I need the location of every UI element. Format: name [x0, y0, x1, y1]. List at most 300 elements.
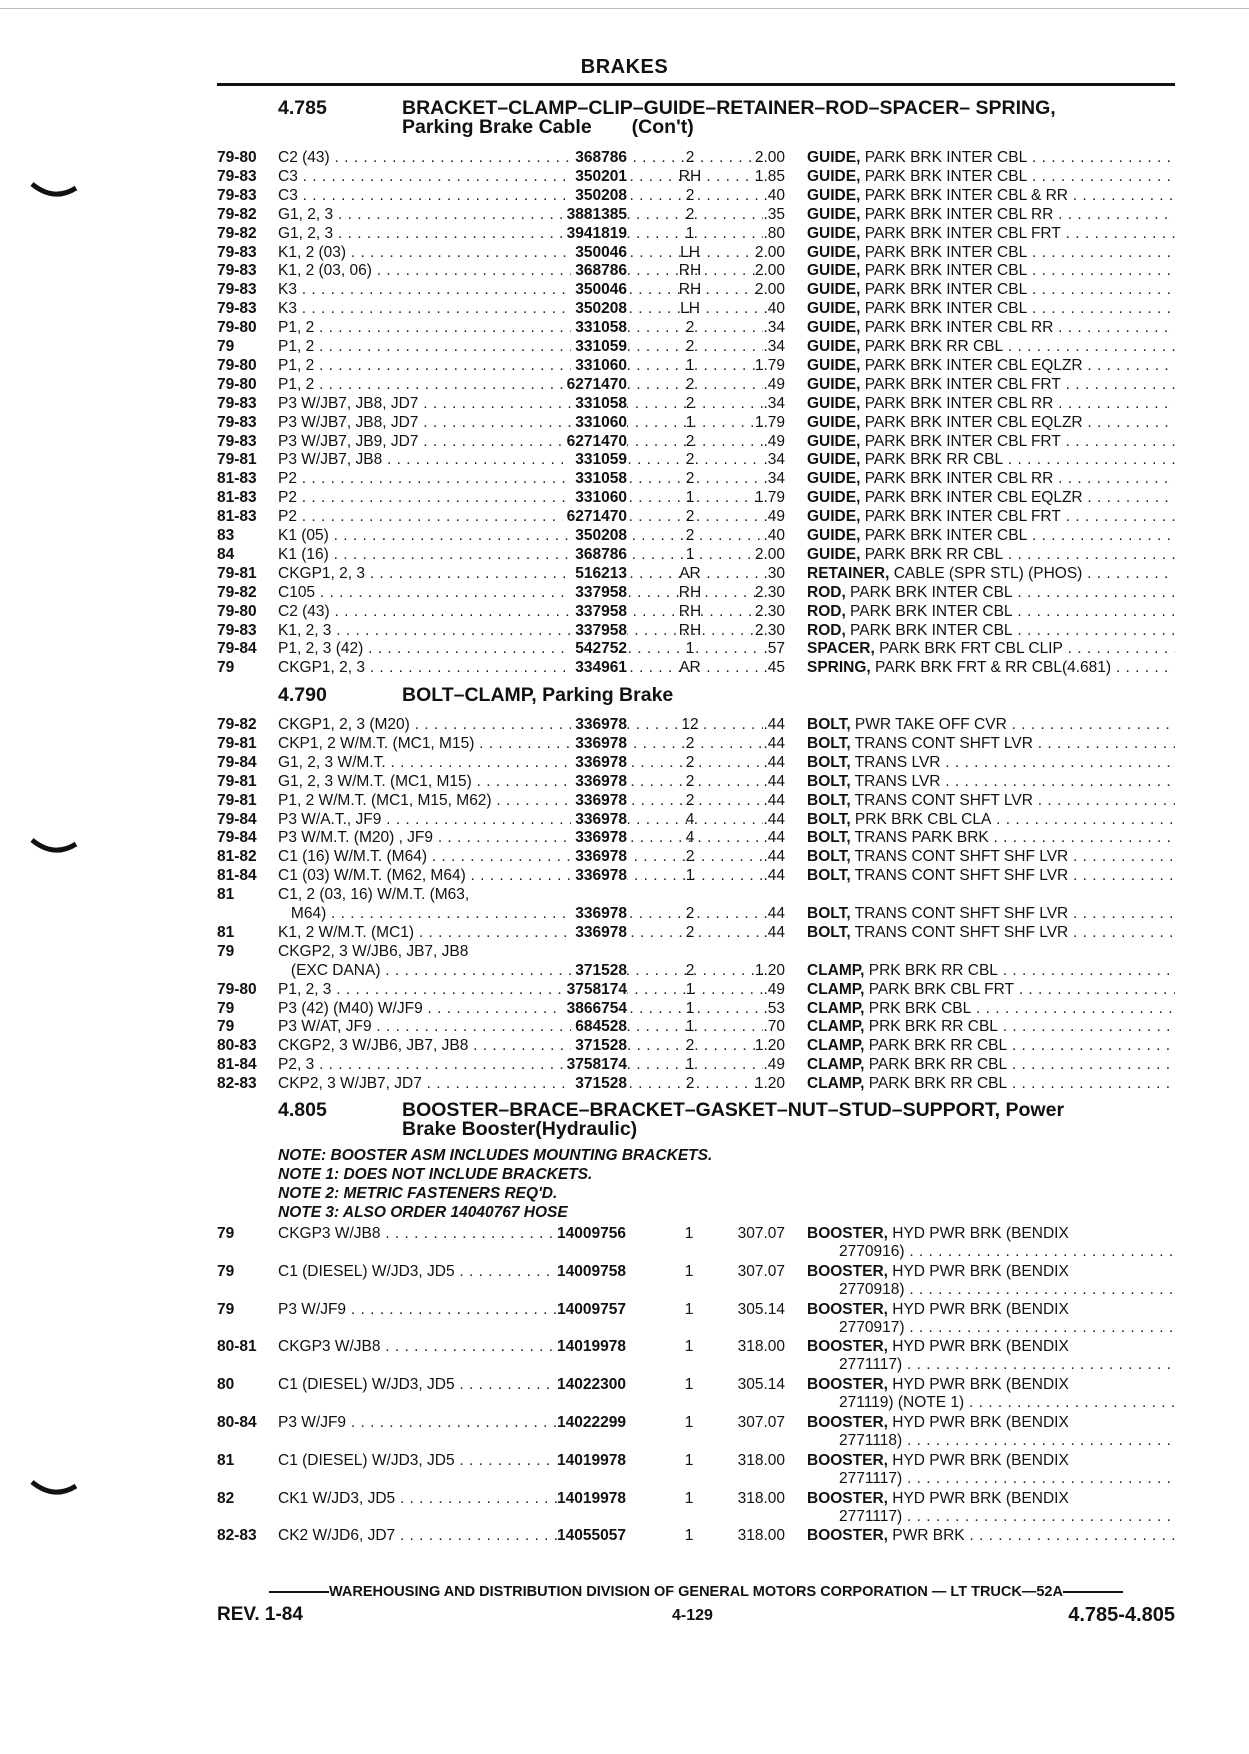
- model-year: 81-83: [217, 489, 257, 507]
- description: [807, 810, 1175, 829]
- part-number: 368786: [571, 545, 627, 564]
- part-number: 336978: [571, 791, 627, 810]
- part-number: 336978: [571, 904, 627, 923]
- description-keyword: ROD,: [807, 621, 846, 639]
- part-number: 336978: [571, 715, 627, 734]
- quantity: 1: [684, 1376, 694, 1394]
- description-keyword: GUIDE,: [807, 224, 861, 242]
- description: [807, 261, 1175, 280]
- price: .70: [763, 1018, 785, 1036]
- model-year: 79: [217, 1018, 235, 1036]
- model-year: 79: [217, 999, 235, 1017]
- section-title: BRACKET–CLAMP–CLIP–GUIDE–RETAINER–ROD–SPACER– SPRING, Parking Brake Cable (Con't): [402, 97, 1056, 138]
- table-row: [217, 205, 1175, 224]
- description: [807, 980, 1175, 999]
- description: [807, 356, 1175, 375]
- quantity: 1: [685, 640, 695, 658]
- price: .80: [763, 224, 785, 242]
- description: [807, 1036, 1175, 1055]
- part-number: 350046: [571, 243, 627, 262]
- price: .49: [763, 1056, 785, 1074]
- quantity: 2: [685, 848, 695, 866]
- description: [807, 186, 1175, 205]
- description-text: PRK BRK CBL: [864, 999, 972, 1017]
- description-keyword: BOLT,: [807, 810, 851, 828]
- model-year: 79: [217, 942, 235, 960]
- price: .34: [763, 338, 785, 355]
- description: [807, 450, 1175, 469]
- section-range: 4.785-4.805: [1068, 1604, 1175, 1626]
- part-number: 14022300: [557, 1376, 626, 1394]
- model-year: 79-83: [217, 281, 257, 299]
- model-application: G1, 2, 3 . . .: [278, 205, 763, 224]
- price: .44: [763, 829, 785, 847]
- description-keyword: CLAMP,: [807, 1018, 865, 1036]
- model-application: P3 W/JB7, JB8 . . .: [278, 450, 763, 469]
- table-row: [217, 375, 1175, 394]
- description-keyword: BOOSTER,: [807, 1262, 888, 1280]
- model-application: P2 . . .: [278, 488, 763, 507]
- part-number: 14055057: [557, 1527, 626, 1545]
- part-number: 516213: [571, 564, 627, 583]
- part-number: 337958: [571, 602, 627, 621]
- quantity: 1: [684, 1489, 694, 1507]
- part-number: 14022299: [557, 1414, 626, 1431]
- part-number: 6271470: [563, 432, 627, 451]
- model-year: 81: [217, 923, 235, 941]
- part-number: 331058: [571, 318, 627, 337]
- table-row: [217, 148, 1175, 167]
- footer-rule-right: [1063, 1591, 1123, 1593]
- price: .30: [763, 564, 785, 582]
- description: [807, 715, 1175, 734]
- model-year: 79-80: [217, 149, 257, 166]
- table-row: [217, 318, 1175, 337]
- table-row: [217, 772, 1175, 791]
- description-text: TRANS LVR: [850, 753, 941, 771]
- description-keyword: CLAMP,: [807, 1037, 865, 1055]
- description-text: TRANS CONT SHFT SHF LVR: [850, 848, 1069, 866]
- table-row: [217, 734, 1175, 753]
- description-text: TRANS CONT SHFT LVR: [850, 734, 1033, 752]
- part-number: 350201: [571, 167, 627, 186]
- model-year: 80: [217, 1376, 235, 1394]
- description-continued: 2770918) . . .: [839, 1280, 1175, 1299]
- description-keyword: BOLT,: [807, 923, 851, 941]
- model-year: 79-83: [217, 243, 257, 261]
- table-row: [217, 1055, 1175, 1074]
- description: [807, 999, 1175, 1018]
- quantity: 1: [685, 356, 695, 374]
- description-keyword: GUIDE,: [807, 508, 861, 526]
- description-text: PARK BRK RR CBL: [864, 1056, 1008, 1074]
- description: [807, 1224, 1175, 1243]
- section-number: 4.790: [278, 684, 327, 706]
- table-row: [217, 224, 1175, 243]
- note-line: NOTE 2: METRIC FASTENERS REQ'D.: [278, 1185, 558, 1202]
- part-number: 336978: [571, 753, 627, 772]
- table-row: [217, 432, 1175, 451]
- model-year: 79: [217, 1225, 235, 1242]
- description-continued: 2771117) . . .: [839, 1355, 1175, 1374]
- price: .44: [763, 905, 785, 922]
- description-text: TRANS LVR: [850, 772, 941, 790]
- part-number: 6271470: [563, 375, 627, 394]
- table-row: [217, 488, 1175, 507]
- price: 1.85: [754, 167, 785, 185]
- description-text: PARK BRK INTER CBL: [860, 243, 1028, 261]
- quantity: RH: [678, 262, 702, 280]
- table-row: [217, 639, 1175, 658]
- price: .34: [763, 451, 785, 469]
- price: 2.30: [754, 583, 785, 601]
- description: [807, 224, 1175, 243]
- table-row: [217, 810, 1175, 829]
- description-text: TRANS PARK BRK: [850, 829, 989, 847]
- description: [807, 923, 1175, 942]
- part-number: 368786: [571, 261, 627, 280]
- description: [807, 961, 1175, 980]
- description: [807, 658, 1175, 677]
- quantity: 1: [684, 1527, 694, 1545]
- table-row: [217, 1036, 1175, 1055]
- price: 307.07: [737, 1225, 785, 1242]
- price: 1.79: [754, 356, 785, 374]
- model-year: 79: [217, 1262, 235, 1280]
- description: [807, 413, 1175, 432]
- model-year: 79-80: [217, 980, 257, 998]
- description: [807, 866, 1175, 885]
- part-number: 350208: [571, 526, 627, 545]
- model-application: P3 (42) (M40) W/JF9 . . .: [278, 999, 763, 1018]
- part-number: 368786: [571, 148, 627, 167]
- part-number: 336978: [571, 772, 627, 791]
- description: [807, 205, 1175, 224]
- description-continued: 271119) (NOTE 1) . . .: [839, 1393, 1175, 1412]
- model-application: P3 W/JB7, JB9, JD7 . . .: [278, 432, 763, 451]
- model-application: P1, 2 . . .: [278, 337, 763, 356]
- description-text: HYD PWR BRK (BENDIX: [887, 1300, 1069, 1318]
- description-text: HYD PWR BRK (BENDIX: [887, 1451, 1069, 1469]
- model-application: P3 W/JB7, JB8, JD7 . . .: [278, 394, 763, 413]
- description-text: PARK BRK INTER CBL FRT: [860, 224, 1061, 242]
- model-application: CKGP1, 2, 3 . . .: [278, 564, 763, 583]
- table-row: [217, 1300, 1175, 1338]
- top-edge-line: [0, 8, 1249, 9]
- price: .44: [763, 923, 785, 941]
- model-application: K3 . . .: [278, 280, 763, 299]
- description-text: PARK BRK CBL FRT: [864, 980, 1015, 998]
- part-number: 337958: [571, 621, 627, 640]
- model-year: 84: [217, 545, 235, 563]
- description-text: PARK BRK INTER CBL RR: [860, 205, 1054, 223]
- description: [807, 1489, 1175, 1508]
- price: 2.00: [754, 262, 785, 280]
- table-row: [217, 658, 1175, 677]
- table-row: [217, 1413, 1175, 1451]
- model-application: CK1 W/JD3, JD5 . . .: [278, 1489, 583, 1508]
- part-number: 3881385: [563, 205, 627, 224]
- model-application: CKGP1, 2, 3 . . .: [278, 658, 763, 677]
- quantity: 2: [685, 508, 695, 526]
- quantity: 2: [685, 905, 695, 922]
- table-row: [217, 280, 1175, 299]
- description-text: PARK BRK INTER CBL RR: [860, 470, 1054, 488]
- description-keyword: BOOSTER,: [807, 1338, 888, 1356]
- model-year: 81-83: [217, 508, 257, 526]
- table-row: [217, 1451, 1175, 1489]
- description-keyword: GUIDE,: [807, 262, 861, 280]
- description-keyword: BOLT,: [807, 829, 851, 847]
- quantity: 1: [684, 1414, 694, 1431]
- quantity: 1: [684, 1262, 694, 1280]
- table-row: [217, 186, 1175, 205]
- model-year: 79-84: [217, 829, 257, 847]
- description: [807, 243, 1175, 262]
- table-row: [217, 961, 1175, 980]
- quantity: RH: [678, 602, 702, 620]
- description-keyword: GUIDE,: [807, 545, 861, 563]
- table-row: [217, 337, 1175, 356]
- part-number: 337958: [571, 583, 627, 602]
- description-text: PRK BRK RR CBL: [864, 961, 998, 979]
- price: .44: [763, 753, 785, 771]
- table-row: [217, 356, 1175, 375]
- model-application: CKP2, 3 W/JB7, JD7 . . .: [278, 1074, 763, 1093]
- model-year: 80-84: [217, 1414, 257, 1431]
- part-number: 331060: [571, 488, 627, 507]
- description: [807, 564, 1175, 583]
- model-year: 79: [217, 338, 235, 355]
- part-number: 371528: [571, 1036, 627, 1055]
- description-text: TRANS CONT SHFT SHF LVR: [850, 905, 1069, 922]
- description: [807, 469, 1175, 488]
- description: [807, 148, 1175, 167]
- price: .40: [763, 300, 785, 318]
- model-year: 79-81: [217, 564, 257, 582]
- description: [807, 545, 1175, 564]
- price: 318.00: [737, 1451, 785, 1469]
- table-row: [217, 507, 1175, 526]
- description-keyword: BOOSTER,: [807, 1489, 888, 1507]
- description: [807, 753, 1175, 772]
- model-application: G1, 2, 3 W/M.T. . . .: [278, 753, 763, 772]
- part-number: 14019978: [557, 1489, 626, 1507]
- model-year: 80-81: [217, 1338, 257, 1356]
- quantity: 2: [685, 1037, 695, 1055]
- description-text: PARK BRK RR CBL: [860, 545, 1004, 563]
- table-row: [217, 885, 1175, 904]
- model-application: C1 (16) W/M.T. (M64) . . .: [278, 847, 763, 866]
- quantity: 2: [685, 923, 695, 941]
- description-text: HYD PWR BRK (BENDIX: [887, 1225, 1069, 1242]
- description-keyword: GUIDE,: [807, 489, 861, 507]
- model-application: C105 . . .: [278, 583, 763, 602]
- part-number: 336978: [571, 810, 627, 829]
- description-text: PARK BRK RR CBL: [864, 1037, 1008, 1055]
- description-keyword: SPACER,: [807, 640, 875, 658]
- price: 307.07: [737, 1262, 785, 1280]
- section-notes: [278, 1146, 712, 1222]
- description-keyword: BOOSTER,: [807, 1225, 888, 1242]
- description-text: PARK BRK INTER CBL EQLZR: [860, 356, 1083, 374]
- description: [807, 337, 1175, 356]
- description-text: PARK BRK INTER CBL: [860, 167, 1028, 185]
- description: [807, 734, 1175, 753]
- part-number: 331060: [571, 413, 627, 432]
- part-number: 336978: [571, 847, 627, 866]
- description: [807, 602, 1175, 621]
- quantity: 2: [685, 753, 695, 771]
- description-continued: 2771117) . . .: [839, 1469, 1175, 1488]
- description-keyword: BOOSTER,: [807, 1300, 888, 1318]
- description-keyword: GUIDE,: [807, 527, 861, 544]
- description-keyword: SPRING,: [807, 659, 871, 677]
- model-year: 81-83: [217, 470, 257, 488]
- model-year: 79-81: [217, 791, 257, 809]
- model-application: C1 (DIESEL) W/JD3, JD5 . . .: [278, 1262, 583, 1281]
- page-number: 4-129: [672, 1607, 713, 1624]
- part-number: 14019978: [557, 1451, 626, 1469]
- description-keyword: BOLT,: [807, 734, 851, 752]
- quantity: 1: [685, 980, 695, 998]
- description-text: PARK BRK INTER CBL FRT: [860, 508, 1061, 526]
- part-number: 336978: [571, 828, 627, 847]
- quantity: RH: [678, 167, 702, 185]
- description: [807, 772, 1175, 791]
- model-year: 79-82: [217, 716, 257, 733]
- part-number: 334961: [571, 658, 627, 677]
- table-row: [217, 1074, 1175, 1093]
- description-text: PARK BRK INTER CBL RR: [860, 319, 1054, 337]
- price: .45: [763, 659, 785, 677]
- description: [807, 1337, 1175, 1356]
- description-text: PWR BRK: [887, 1527, 965, 1545]
- table-row: [217, 1262, 1175, 1300]
- model-year: 82: [217, 1489, 235, 1507]
- quantity: 2: [685, 734, 695, 752]
- price: .44: [763, 791, 785, 809]
- part-number: 684528: [571, 1017, 627, 1036]
- description-text: PARK BRK FRT CBL CLIP: [874, 640, 1063, 658]
- model-year: 81-84: [217, 867, 257, 885]
- model-application: P3 W/JF9 . . .: [278, 1413, 583, 1432]
- model-application: CKGP3 W/JB8 . . .: [278, 1224, 583, 1243]
- price: .49: [763, 375, 785, 393]
- page-header: BRAKES: [580, 56, 669, 78]
- price: .44: [763, 848, 785, 866]
- model-year: 79-81: [217, 451, 257, 469]
- description: [807, 904, 1175, 923]
- quantity: 2: [685, 186, 695, 204]
- model-application: C1 (03) W/M.T. (M62, M64) . . .: [278, 866, 763, 885]
- description: [807, 1300, 1175, 1319]
- price: .53: [763, 999, 785, 1017]
- quantity: 1: [685, 867, 695, 885]
- table-row: [217, 923, 1175, 942]
- description-text: HYD PWR BRK (BENDIX: [887, 1338, 1069, 1356]
- table-row: [217, 469, 1175, 488]
- model-application: CKGP3 W/JB8 . . .: [278, 1337, 583, 1356]
- quantity: 1: [685, 413, 695, 431]
- section-number: 4.785: [278, 97, 327, 119]
- model-application: P1, 2 . . .: [278, 375, 763, 394]
- table-row: [217, 1017, 1175, 1036]
- description: [807, 1074, 1175, 1093]
- model-application: CKGP1, 2, 3 (M20) . . .: [278, 715, 763, 734]
- model-application: P2 . . .: [278, 469, 763, 488]
- description-text: CABLE (SPR STL) (PHOS): [889, 564, 1083, 582]
- quantity: 4: [685, 810, 695, 828]
- quantity: 1: [685, 1018, 695, 1036]
- price: 1.20: [754, 961, 785, 979]
- description-keyword: GUIDE,: [807, 205, 861, 223]
- description-text: PARK BRK INTER CBL FRT: [860, 375, 1061, 393]
- description-continued: 2770917) . . .: [839, 1318, 1175, 1337]
- table-row: [217, 942, 1175, 961]
- model-year: 79-83: [217, 621, 257, 639]
- table-row: [217, 1489, 1175, 1527]
- part-number: 3758174: [563, 1055, 627, 1074]
- model-year: 79-84: [217, 810, 257, 828]
- model-year: 81: [217, 1451, 235, 1469]
- model-application: CK2 W/JD6, JD7 . . .: [278, 1526, 583, 1545]
- description-keyword: BOOSTER,: [807, 1376, 888, 1394]
- table-row: [217, 1375, 1175, 1413]
- part-number: 6271470: [563, 507, 627, 526]
- part-number: 336978: [571, 923, 627, 942]
- part-number: 542752: [571, 639, 627, 658]
- description-keyword: GUIDE,: [807, 186, 861, 204]
- description-keyword: CLAMP,: [807, 961, 865, 979]
- model-application: G1, 2, 3 . . .: [278, 224, 763, 243]
- price: .49: [763, 432, 785, 450]
- price: .40: [763, 527, 785, 544]
- price: .34: [763, 319, 785, 337]
- description-text: PARK BRK INTER CBL EQLZR: [860, 413, 1083, 431]
- description: [807, 526, 1175, 545]
- model-year: 79-84: [217, 753, 257, 771]
- model-year: 79-80: [217, 356, 257, 374]
- description-text: PARK BRK INTER CBL: [845, 602, 1013, 620]
- quantity: 1: [685, 224, 695, 242]
- model-year: 79-84: [217, 640, 257, 658]
- model-application: C1 (DIESEL) W/JD3, JD5 . . .: [278, 1451, 583, 1470]
- price: .44: [763, 867, 785, 885]
- description: [807, 280, 1175, 299]
- description-keyword: GUIDE,: [807, 319, 861, 337]
- description-keyword: GUIDE,: [807, 394, 861, 412]
- model-application: P1, 2 W/M.T. (MC1, M15, M62) . . .: [278, 791, 763, 810]
- quantity: RH: [678, 583, 702, 601]
- price: 2.00: [754, 281, 785, 299]
- quantity: RH: [678, 621, 702, 639]
- model-year: 83: [217, 527, 235, 544]
- description: [807, 791, 1175, 810]
- table-row: [217, 299, 1175, 318]
- description-keyword: CLAMP,: [807, 1075, 865, 1093]
- description-text: HYD PWR BRK (BENDIX: [887, 1262, 1069, 1280]
- description-text: PRK BRK RR CBL: [864, 1018, 998, 1036]
- table-row: [217, 621, 1175, 640]
- description-keyword: CLAMP,: [807, 999, 865, 1017]
- part-number: 336978: [571, 866, 627, 885]
- table-row: [217, 261, 1175, 280]
- model-year: 79-83: [217, 413, 257, 431]
- description-keyword: GUIDE,: [807, 149, 861, 166]
- section-title: BOOSTER–BRACE–BRACKET–GASKET–NUT–STUD–SUPPORT, Power Brake Booster(Hydraulic): [402, 1099, 1065, 1140]
- revision-label: REV. 1-84: [217, 1604, 303, 1625]
